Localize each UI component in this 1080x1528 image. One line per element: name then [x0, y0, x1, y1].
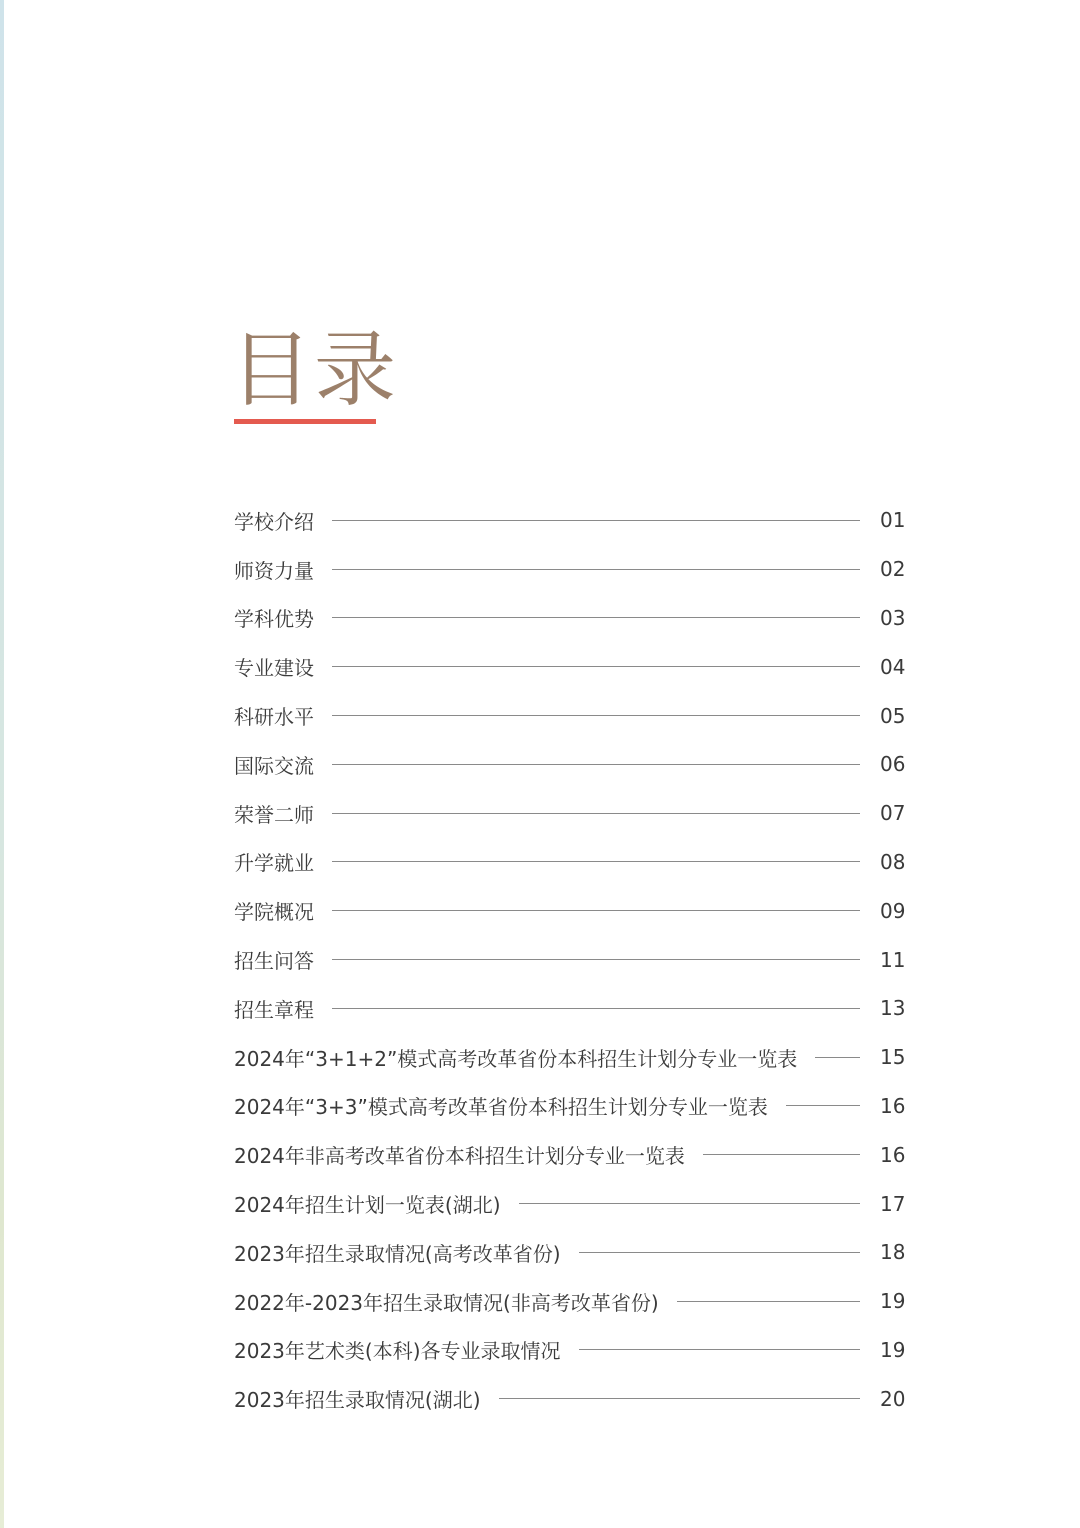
toc-leader-line [703, 1154, 860, 1155]
toc-item[interactable] [234, 1326, 904, 1375]
toc-page-number: 15 [880, 1045, 906, 1070]
toc-page-number: 04 [880, 654, 906, 679]
toc-item-label: 2023年招生录取情况(高考改革省份) [234, 1241, 561, 1266]
toc-page-number: 16 [880, 1142, 906, 1167]
toc-item[interactable] [234, 984, 904, 1033]
toc-page-number: 19 [880, 1337, 906, 1362]
toc-item-label: 2022年-2023年招生录取情况(非高考改革省份) [234, 1290, 659, 1315]
toc-item-label: 学科优势 [234, 607, 314, 632]
toc-item[interactable] [234, 1228, 904, 1277]
toc-item-label: 学校介绍 [234, 509, 314, 534]
toc-item-label: 荣誉二师 [234, 802, 314, 827]
toc-page-number: 16 [880, 1093, 906, 1118]
toc-item-label: 升学就业 [234, 851, 314, 876]
toc-page-number: 08 [880, 849, 906, 874]
toc-item-label: 师资力量 [234, 558, 314, 583]
toc-leader-line [332, 569, 860, 570]
toc-item-label: 招生章程 [234, 997, 314, 1022]
toc-item[interactable] [234, 1082, 904, 1131]
toc-page-number: 07 [880, 801, 906, 826]
toc-item[interactable] [234, 642, 904, 691]
toc-item[interactable] [234, 1179, 904, 1228]
toc-leader-line [332, 861, 860, 862]
toc-leader-line [332, 959, 860, 960]
table-of-contents [234, 496, 904, 1423]
toc-item-label: 招生问答 [234, 949, 314, 974]
toc-leader-line [332, 520, 860, 521]
toc-item-label: 2024年非高考改革省份本科招生计划分专业一览表 [234, 1144, 685, 1169]
toc-leader-line [332, 715, 860, 716]
toc-item-label: 2023年艺术类(本科)各专业录取情况 [234, 1339, 561, 1364]
toc-item[interactable] [234, 1374, 904, 1423]
toc-page-number: 05 [880, 703, 906, 728]
toc-item-label: 学院概况 [234, 900, 314, 925]
toc-leader-line [332, 1008, 860, 1009]
toc-page-number: 02 [880, 557, 906, 582]
toc-page-number: 17 [880, 1191, 906, 1216]
toc-page-number: 09 [880, 898, 906, 923]
toc-page-number: 06 [880, 752, 906, 777]
toc-leader-line [332, 910, 860, 911]
toc-item[interactable] [234, 789, 904, 838]
toc-item-label: 2024年“3+1+2”模式高考改革省份本科招生计划分专业一览表 [234, 1046, 798, 1071]
toc-item[interactable] [234, 1277, 904, 1326]
toc-item-label: 2024年招生计划一览表(湖北) [234, 1193, 501, 1218]
toc-page-number: 13 [880, 996, 906, 1021]
toc-item[interactable] [234, 740, 904, 789]
toc-item[interactable] [234, 545, 904, 594]
toc-item[interactable] [234, 886, 904, 935]
toc-item[interactable] [234, 496, 904, 545]
toc-item-label: 国际交流 [234, 753, 314, 778]
page-edge-strip [0, 0, 4, 1528]
toc-item-label: 专业建设 [234, 656, 314, 681]
toc-page-number: 20 [880, 1386, 906, 1411]
toc-page-number: 03 [880, 605, 906, 630]
toc-item[interactable] [234, 691, 904, 740]
toc-item[interactable] [234, 935, 904, 984]
toc-leader-line [579, 1349, 860, 1350]
toc-leader-line [332, 617, 860, 618]
toc-leader-line [786, 1105, 860, 1106]
page-title: 目录 [230, 323, 399, 418]
toc-item-label: 科研水平 [234, 705, 314, 730]
toc-leader-line [332, 666, 860, 667]
toc-leader-line [499, 1398, 860, 1399]
title-underline [234, 419, 376, 424]
toc-leader-line [677, 1301, 860, 1302]
toc-leader-line [519, 1203, 860, 1204]
toc-item[interactable] [234, 594, 904, 643]
toc-item[interactable] [234, 1130, 904, 1179]
toc-leader-line [579, 1252, 860, 1253]
toc-item[interactable] [234, 838, 904, 887]
toc-page-number: 11 [880, 947, 906, 972]
toc-item[interactable] [234, 1033, 904, 1082]
toc-item-label: 2024年“3+3”模式高考改革省份本科招生计划分专业一览表 [234, 1095, 768, 1120]
toc-leader-line [332, 764, 860, 765]
toc-page-number: 19 [880, 1289, 906, 1314]
toc-page-number: 18 [880, 1240, 906, 1265]
toc-item-label: 2023年招生录取情况(湖北) [234, 1388, 481, 1413]
toc-leader-line [815, 1057, 860, 1058]
toc-page-number: 01 [880, 508, 906, 533]
toc-leader-line [332, 813, 860, 814]
